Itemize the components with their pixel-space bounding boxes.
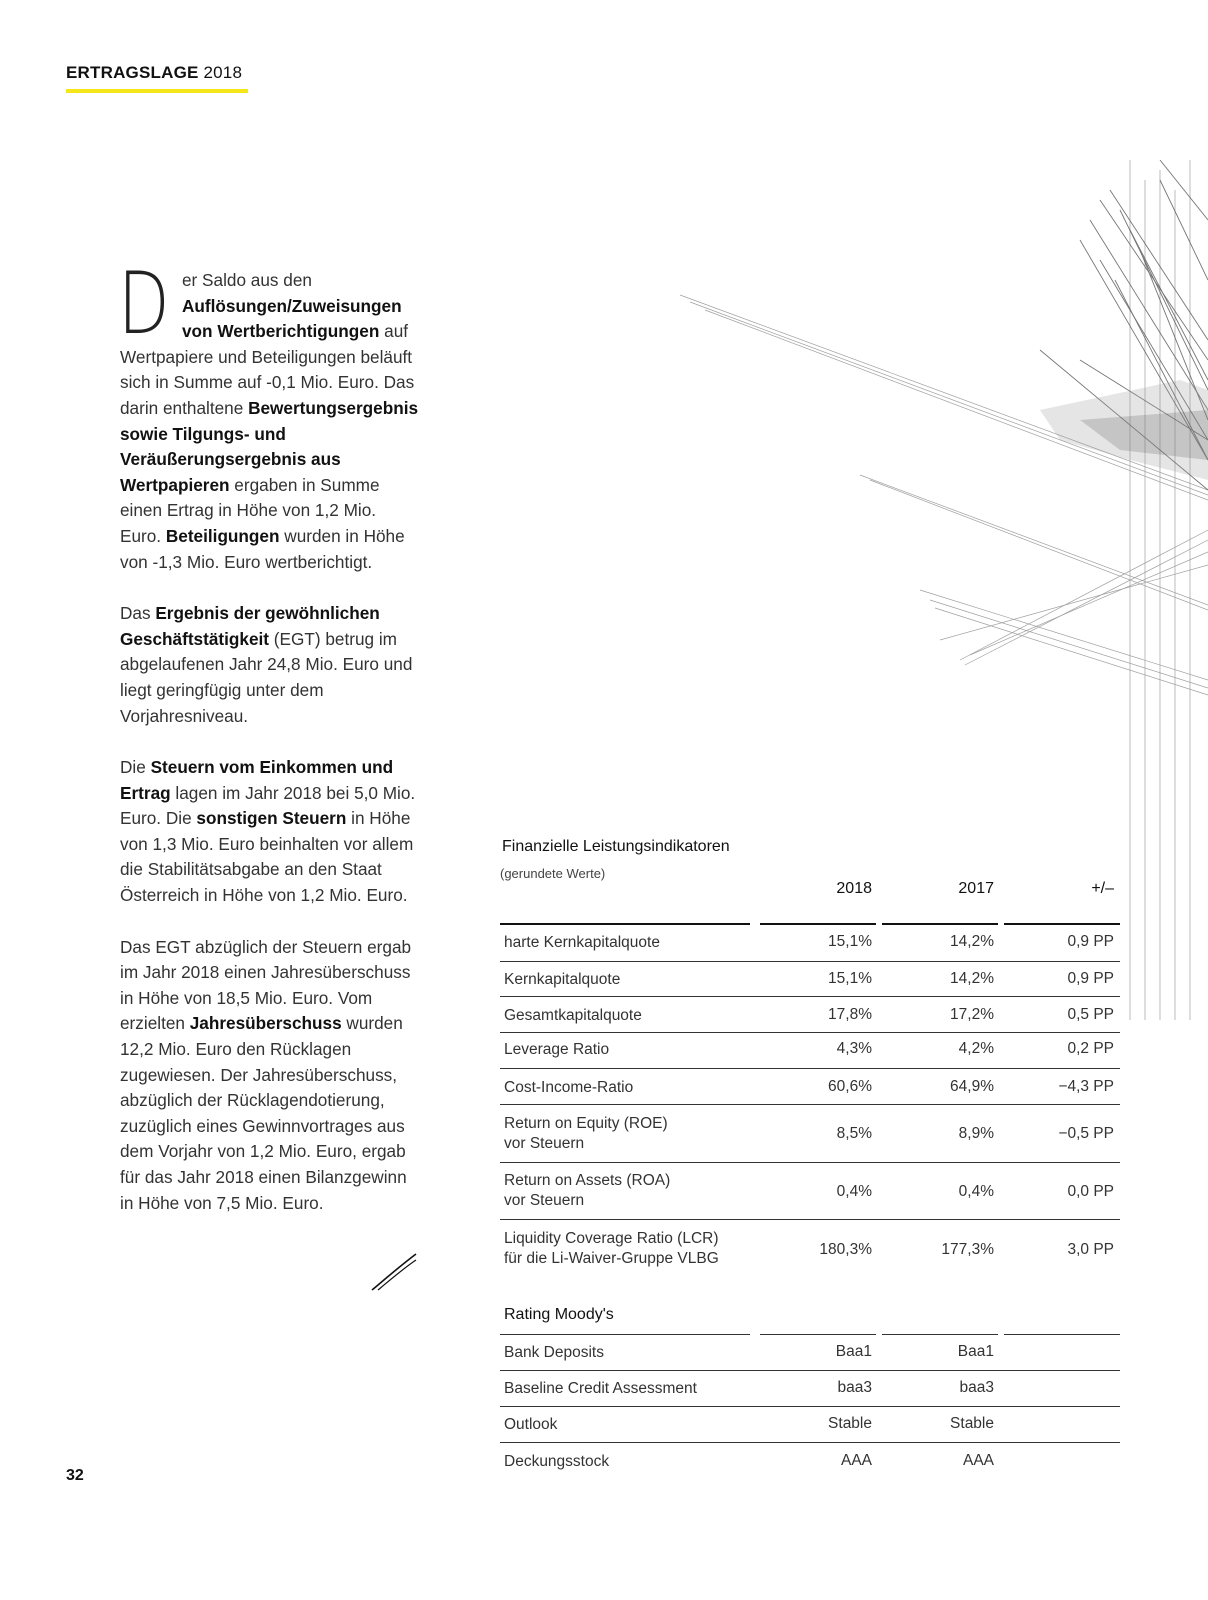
value-2018: 15,1% bbox=[828, 970, 872, 987]
rating-2017: baa3 bbox=[959, 1379, 994, 1396]
row-rule bbox=[500, 1219, 1120, 1220]
rating-2018: AAA bbox=[840, 1452, 872, 1469]
row-label: Gesamtkapitalquote bbox=[504, 1007, 642, 1024]
paragraph-3: Die Steuern vom Einkommen und Ertrag lagen im Jahr 2018 bei 5,0 Mio. Euro. Die sonstigen Steuern in Höhe von 1,3 Mio. Euro beinhalten vor allem die Stabilitätsabgabe an den Staat Österreich in Höhe von 1,2 Mio. Euro. bbox=[120, 757, 416, 906]
row-rule bbox=[500, 1162, 1120, 1163]
keyword: sonstigen Steuern bbox=[196, 808, 347, 829]
row-label: Cost-Income-Ratio bbox=[504, 1079, 634, 1096]
rating-label: Outlook bbox=[504, 1416, 558, 1433]
rating-2018: Baa1 bbox=[835, 1343, 872, 1360]
paragraph-1: Der Saldo aus den Auflösungen/Zuweisungen von Wertberichtigungen auf Wertpapiere und Beteiligungen beläuft sich in Summe auf -0,1 Mio. Euro. Das darin enthaltene Bewertungsergebnis sowie Tilgungs- und Veräußerungsergebnis aus Wertpapieren ergaben in Summe einen Ertrag in Höhe von 1,2 Mio. Euro. Beteiligungen wurden in Höhe von -1,3 Mio. Euro wertberichtigt. bbox=[118, 254, 419, 572]
rating-rule bbox=[1004, 1334, 1120, 1335]
value-diff: 3,0 PP bbox=[1067, 1241, 1114, 1258]
rating-rule bbox=[760, 1334, 876, 1335]
value-2017: 14,2% bbox=[950, 933, 994, 950]
value-2018: 180,3% bbox=[819, 1241, 872, 1258]
row-label: Leverage Ratio bbox=[504, 1041, 610, 1058]
keyword: Auflösungen/Zuweisungen von Wertberichtigungen bbox=[182, 295, 402, 342]
rating-label: Baseline Credit Assessment bbox=[504, 1380, 697, 1397]
row-rule bbox=[500, 961, 1120, 962]
value-diff: 0,2 PP bbox=[1067, 1040, 1114, 1057]
header-rule bbox=[760, 923, 876, 925]
rating-2018: Stable bbox=[828, 1415, 872, 1432]
value-2017: 4,2% bbox=[958, 1040, 994, 1057]
header-accent-bar bbox=[66, 89, 248, 93]
rating-label: Bank Deposits bbox=[504, 1344, 604, 1361]
value-2018: 17,8% bbox=[828, 1006, 872, 1023]
value-2018: 0,4% bbox=[836, 1183, 872, 1200]
column-header-2018: 2018 bbox=[836, 880, 872, 897]
value-2017: 177,3% bbox=[941, 1241, 994, 1258]
table-title: Finanzielle Leistungsindikatoren bbox=[502, 838, 730, 855]
keyword: Bewertungsergebnis sowie Tilgungs- und Veräußerungsergebnis aus Wertpapieren bbox=[120, 397, 419, 495]
value-2018: 8,5% bbox=[836, 1125, 872, 1142]
rating-2018: baa3 bbox=[837, 1379, 872, 1396]
column-header-2017: 2017 bbox=[958, 880, 994, 897]
keyword: Beteiligungen bbox=[165, 525, 280, 546]
end-mark-icon bbox=[370, 1252, 418, 1292]
row-rule bbox=[500, 1104, 1120, 1105]
value-diff: 0,0 PP bbox=[1067, 1183, 1114, 1200]
value-2018: 60,6% bbox=[828, 1078, 872, 1095]
row-label: harte Kernkapitalquote bbox=[504, 934, 660, 951]
row-label: Kernkapitalquote bbox=[504, 971, 621, 988]
header-rule bbox=[1004, 923, 1120, 925]
section-header bbox=[66, 63, 242, 83]
row-label: Liquidity Coverage Ratio (LCR) für die Li-Waiver-Gruppe VLBG bbox=[504, 1230, 719, 1267]
value-2018: 15,1% bbox=[828, 933, 872, 950]
row-rule bbox=[500, 1032, 1120, 1033]
value-diff: 0,5 PP bbox=[1067, 1006, 1114, 1023]
value-2017: 64,9% bbox=[950, 1078, 994, 1095]
row-rule bbox=[500, 1442, 1120, 1443]
rating-2017: AAA bbox=[962, 1452, 994, 1469]
table-subtitle: (gerundete Werte) bbox=[500, 866, 606, 881]
paragraph-4: Das EGT abzüglich der Steuern ergab im Jahr 2018 einen Jahresüberschuss in Höhe von 18,5 Mio. Euro. Vom erzielten Jahresüberschuss wurden 12,2 Mio. Euro den Rücklagen zugewiesen. Der Jahresüberschuss, abzüglich der Rücklagendotierung, zuzüglich eines Gewinnvortrages aus dem Vorjahr von 1,2 Mio. Euro, ergab für das Jahr 2018 einen Bilanzgewinn in Höhe von 7,5 Mio. Euro. bbox=[120, 936, 412, 1213]
page-number: 32 bbox=[66, 1467, 84, 1484]
row-rule bbox=[500, 1370, 1120, 1371]
value-2017: 17,2% bbox=[950, 1006, 994, 1023]
drop-cap: D bbox=[118, 254, 170, 354]
rating-2017: Stable bbox=[950, 1415, 994, 1432]
value-diff: −4,3 PP bbox=[1058, 1078, 1114, 1095]
header-rule bbox=[500, 923, 750, 925]
value-diff: 0,9 PP bbox=[1067, 970, 1114, 987]
row-label: Return on Equity (ROE) vor Steuern bbox=[504, 1115, 668, 1152]
keyword: Jahresüberschuss bbox=[189, 1013, 342, 1034]
paragraph-2: Das Ergebnis der gewöhnlichen Geschäftstätigkeit (EGT) betrug im abgelaufenen Jahr 24,8 Mio. Euro und liegt geringfügig unter dem Vorjahresniveau. bbox=[120, 603, 413, 726]
value-2017: 8,9% bbox=[958, 1125, 994, 1142]
value-diff: −0,5 PP bbox=[1058, 1125, 1114, 1142]
keyword: Ergebnis der gewöhnlichen Geschäftstätigkeit bbox=[120, 603, 380, 649]
value-2017: 0,4% bbox=[958, 1183, 994, 1200]
section-year: 2018 bbox=[203, 63, 243, 82]
rating-2017: Baa1 bbox=[957, 1343, 994, 1360]
rating-rule bbox=[882, 1334, 998, 1335]
row-rule bbox=[500, 1406, 1120, 1407]
value-2018: 4,3% bbox=[836, 1040, 872, 1057]
keyword: Steuern vom Einkommen und Ertrag bbox=[120, 757, 394, 803]
column-header-diff: +/– bbox=[1091, 880, 1114, 897]
rating-rule bbox=[500, 1334, 750, 1335]
row-rule bbox=[500, 1068, 1120, 1069]
rating-title: Rating Moody's bbox=[504, 1306, 614, 1323]
row-rule bbox=[500, 996, 1120, 997]
row-label: Return on Assets (ROA) vor Steuern bbox=[504, 1172, 671, 1209]
value-diff: 0,9 PP bbox=[1067, 933, 1114, 950]
section-title: ERTRAGSLAGE bbox=[66, 63, 199, 82]
body-text-column bbox=[118, 254, 420, 1216]
header-rule bbox=[882, 923, 998, 925]
rating-label: Deckungsstock bbox=[504, 1453, 610, 1470]
value-2017: 14,2% bbox=[950, 970, 994, 987]
